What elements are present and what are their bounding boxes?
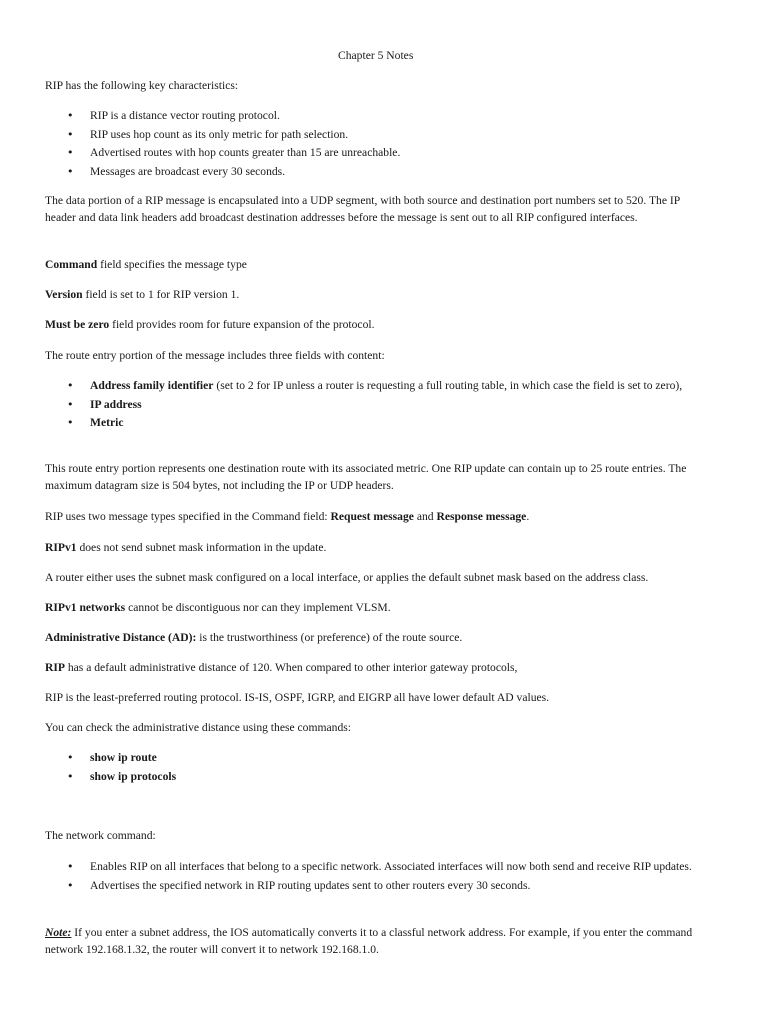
ripv1-subnet-paragraph — [45, 539, 710, 556]
term: Request message — [330, 510, 414, 523]
message-types-paragraph — [45, 508, 710, 525]
commands-list — [45, 749, 710, 786]
definition: field specifies the message type — [97, 258, 247, 271]
note-text: If you enter a subnet address, the IOS automatically converts it to a classful network address. For example, if you enter the command network 192.168.1.32, the router will convert it to network 192.168.1.0. — [45, 926, 693, 956]
term: Metric — [90, 416, 124, 429]
text: RIP uses two message types specified in the Command field: — [45, 510, 331, 523]
command-text: show ip protocols — [90, 769, 177, 783]
note-paragraph — [45, 924, 710, 958]
definition: does not send subnet mask information in the update. — [76, 541, 327, 554]
term: RIPv1 networks — [45, 601, 126, 614]
ripv1-networks-paragraph — [45, 599, 710, 616]
definition: field is set to 1 for RIP version 1. — [82, 288, 240, 301]
term: RIPv1 — [45, 541, 77, 554]
term: Administrative Distance (AD): — [45, 631, 197, 644]
list-item: • RIP uses hop count as its only metric for path selection. — [45, 126, 710, 143]
characteristics-list — [45, 107, 710, 181]
network-command-intro: The network command: — [45, 829, 156, 842]
network-command-list — [45, 858, 710, 895]
definition: is the trustworthiness (or preference) of the route source. — [196, 631, 463, 644]
term: Version — [45, 288, 83, 301]
route-entry-intro: The route entry portion of the message includes three fields with content: — [45, 349, 385, 362]
definition: cannot be discontiguous nor can they implement VLSM. — [125, 601, 391, 614]
version-field-paragraph — [45, 286, 710, 303]
administrative-distance-paragraph — [45, 629, 710, 646]
list-item — [45, 768, 710, 785]
list-item: • Enables RIP on all interfaces that belong to a specific network. Associated interfaces will now both send and receive RIP updates. — [45, 858, 710, 875]
route-entry-paragraph: This route entry portion represents one destination route with its associated metric. One RIP update can contain up to 25 route entries. The maximum datagram size is 504 bytes, not including the IP or UDP headers. — [45, 462, 687, 492]
least-preferred-paragraph: RIP is the least-preferred routing protocol. IS-IS, OSPF, IGRP, and EIGRP all have lower default AD values. — [45, 691, 550, 704]
udp-paragraph: The data portion of a RIP message is encapsulated into a UDP segment, with both source and destination port numbers set to 520. The IP header and data link headers add broadcast destination addresses before the message is sent out to all RIP configured interfaces. — [45, 194, 680, 224]
term: RIP — [45, 661, 65, 674]
definition: (set to 2 for IP unless a router is requesting a full routing table, in which case the field is set to zero), — [213, 379, 683, 392]
term: Must be zero — [45, 318, 110, 331]
text: . — [526, 510, 530, 523]
rip-ad-paragraph — [45, 659, 710, 676]
list-item: • RIP is a distance vector routing protocol. — [45, 107, 710, 124]
check-ad-intro: You can check the administrative distance using these commands: — [45, 721, 351, 734]
command-field-paragraph — [45, 256, 710, 273]
page-title: Chapter 5 Notes — [338, 49, 414, 62]
term: Address family identifier — [90, 379, 214, 392]
zero-field-paragraph — [45, 316, 710, 333]
list-item — [45, 396, 710, 413]
subnet-mask-paragraph: A router either uses the subnet mask configured on a local interface, or applies the default subnet mask based on the address class. — [45, 571, 649, 584]
intro-paragraph: RIP has the following key characteristics: — [45, 79, 239, 92]
list-item: • Messages are broadcast every 30 seconds. — [45, 163, 710, 180]
list-item — [45, 377, 710, 394]
command-text: show ip route — [90, 751, 157, 764]
definition: field provides room for future expansion of the protocol. — [109, 318, 375, 331]
text: and — [413, 510, 437, 523]
list-item: • Advertises the specified network in RIP routing updates sent to other routers every 30 seconds. — [45, 877, 710, 894]
list-item — [45, 749, 710, 766]
route-entry-fields-list — [45, 377, 710, 433]
note-label: Note: — [45, 926, 72, 939]
list-item: • Advertised routes with hop counts greater than 15 are unreachable. — [45, 144, 710, 161]
list-item — [45, 414, 710, 431]
term: Command — [45, 258, 98, 271]
definition: has a default administrative distance of 120. When compared to other interior gateway protocols, — [64, 661, 518, 674]
term: Response message — [436, 510, 527, 523]
term: IP address — [90, 397, 142, 411]
